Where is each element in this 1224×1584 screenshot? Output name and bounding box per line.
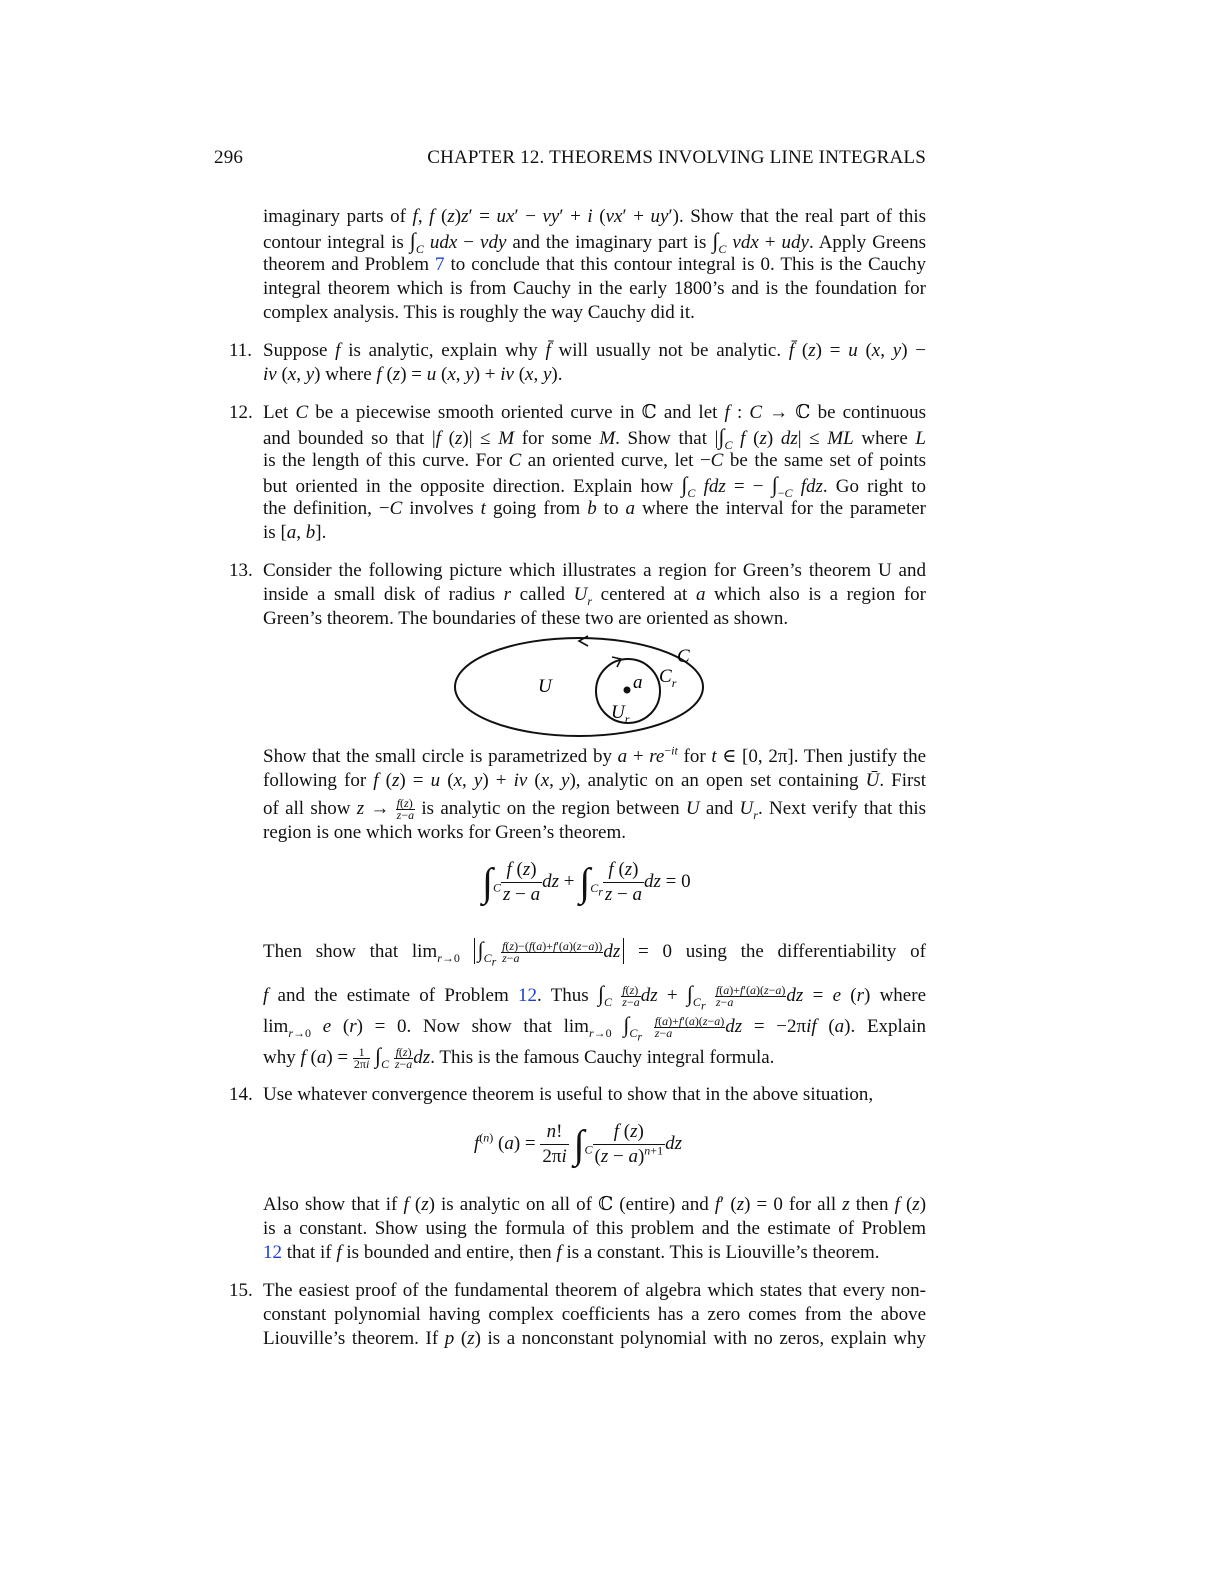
p13-line6: of all show z → $\frac{f(z)}{z-a}$ is analytic on the region between U and $U_r$. Next verify that this bbox=[263, 796, 927, 823]
p12-line5: the definition, −C involves t going from b to a where the interval for the parameter bbox=[263, 498, 926, 519]
p13-line9: f and the estimate of Problem 12. Thus $\int_C$ $\frac{f(z)}{z-a}$ dz + $\int_{C_r}$ $\frac{f(a)+f'(a)(z-a)}{z-a}$ dz = e (r) where bbox=[263, 981, 927, 1013]
p13-line3: Green’s theorem. The boundaries of these two are oriented as shown. bbox=[263, 608, 789, 629]
ref-problem-12[interactable]: 12 bbox=[518, 985, 538, 1006]
p14-line3: is a constant. Show using the formula of this problem and the estimate of Problem bbox=[263, 1218, 926, 1239]
p10-line2: contour integral is $\int_C$ udx − vdy and the imaginary part is $\int_C$ vdx + udy. Apply Greens bbox=[263, 228, 927, 256]
p10-line4: integral theorem which is from Cauchy in the early 1800’s and is the foundation for bbox=[263, 278, 926, 299]
p10-line3: theorem and Problem 7 to conclude that this contour integral is 0. This is the Cauchy bbox=[263, 254, 926, 275]
p12-line3: is the length of this curve. For C an oriented curve, let −C be the same set of points bbox=[263, 450, 926, 471]
label-a: a bbox=[633, 672, 643, 693]
p11-line2: iv (x, y) where f (z) = u (x, y) + iv (x, y). bbox=[263, 364, 563, 385]
p15-line1: The easiest proof of the fundamental theorem of algebra which states that every non- bbox=[263, 1280, 926, 1301]
label-cr: $C_r$ bbox=[659, 666, 677, 690]
ref-problem-12b[interactable]: 12 bbox=[263, 1242, 282, 1263]
green-region-figure bbox=[440, 630, 730, 745]
ref-problem-7[interactable]: 7 bbox=[435, 254, 445, 275]
problem-15-number: 15. bbox=[229, 1280, 253, 1301]
center-point-a bbox=[624, 687, 631, 694]
p10-line1: imaginary parts of f, f (z)z′ = ux′ − vy′ + i (vx′ + uy′). Show that the real part of this bbox=[263, 206, 927, 227]
p13-line7: region is one which works for Green’s theorem. bbox=[263, 822, 627, 843]
outer-curve-c bbox=[455, 638, 703, 736]
label-u: U bbox=[538, 676, 552, 697]
p13-line1: Consider the following picture which illustrates a region for Green’s theorem U and bbox=[263, 560, 926, 581]
label-c: C bbox=[677, 646, 690, 667]
p13-line8: Then show that $\lim_{r\to 0} \int_{C_r}$ $\frac{f(z)-(f(a)+f'(a)(z-a))}{z-a}$ dz = 0 using the differentiability of bbox=[263, 937, 926, 969]
p14-line2: Also show that if f (z) is analytic on all of ℂ (entire) and f′ (z) = 0 for all z then f (z) bbox=[263, 1194, 927, 1215]
p12-line6: is [a, b]. bbox=[263, 522, 327, 543]
label-ur: $U_r$ bbox=[611, 702, 630, 726]
display-eq-derivative: $f^{(n)}$ (a) = $\frac{n!}{2\pi i}$ $\int_C$ $\frac{f (z)}{(z - a)^{n+1}}$ dz bbox=[474, 1121, 682, 1167]
p14-line1: Use whatever convergence theorem is useful to show that in the above situation, bbox=[263, 1084, 874, 1105]
p13-line10: $\lim_{r\to 0} e$ (r) = 0. Now show that $\lim_{r\to 0} \int_{C_r}$ $\frac{f(a)+f'(a)(z-a)}{z-a}$ dz = −2πif (a). Explain bbox=[263, 1012, 927, 1044]
p13-line5: following for f (z) = u (x, y) + iv (x, y), analytic on an open set containing Ū. First bbox=[263, 770, 927, 791]
p13-line11: why f (a) = $\frac{1}{2\pi i}$ $\int_C$ $\frac{f(z)}{z-a}$ dz. This is the famous Cauchy integral formula. bbox=[263, 1043, 775, 1072]
p12-line4: but oriented in the opposite direction. Explain how $\int_C$ fdz = − $\int_{-C}$ fdz. Go right to bbox=[263, 472, 927, 500]
p12-line1: Let C be a piecewise smooth oriented curve in ℂ and let f : C → ℂ be continuous bbox=[263, 402, 927, 423]
page-number: 296 bbox=[214, 147, 244, 168]
p11-line1: Suppose f is analytic, explain why f̄ will usually not be analytic. f̄ (z) = u (x, y) − bbox=[263, 340, 926, 361]
p13-line2: inside a small disk of radius r called $U_r$ centered at a which also is a region for bbox=[263, 584, 926, 608]
running-header: CHAPTER 12. THEOREMS INVOLVING LINE INTEGRALS bbox=[427, 147, 926, 168]
display-eq-sum: $\int_C$ $\frac{f (z)}{z - a}$ dz + $\int_{C_r}$ $\frac{f (z)}{z - a}$ dz = 0 bbox=[482, 859, 691, 905]
p15-line3: Liouville’s theorem. If p (z) is a nonconstant polynomial with no zeros, explain why bbox=[263, 1328, 926, 1349]
p15-line2: constant polynomial having complex coefficients has a zero comes from the above bbox=[263, 1304, 926, 1325]
problem-14-number: 14. bbox=[229, 1084, 253, 1105]
problem-12-number: 12. bbox=[229, 402, 253, 423]
p12-line2: and bounded so that |f (z)| ≤ M for some M. Show that $|\int_C$ f (z) dz| ≤ ML where L bbox=[263, 424, 926, 452]
p14-line4: 12 that if f is bounded and entire, then f is a constant. This is Liouville’s theorem. bbox=[263, 1242, 880, 1263]
problem-11-number: 11. bbox=[229, 340, 253, 361]
p10-line5: complex analysis. This is roughly the way Cauchy did it. bbox=[263, 302, 695, 323]
p13-line4: Show that the small circle is parametrized by $a + re^{-it}$ for t ∈ [0, 2π]. Then justify the bbox=[263, 743, 927, 767]
problem-13-number: 13. bbox=[229, 560, 253, 581]
